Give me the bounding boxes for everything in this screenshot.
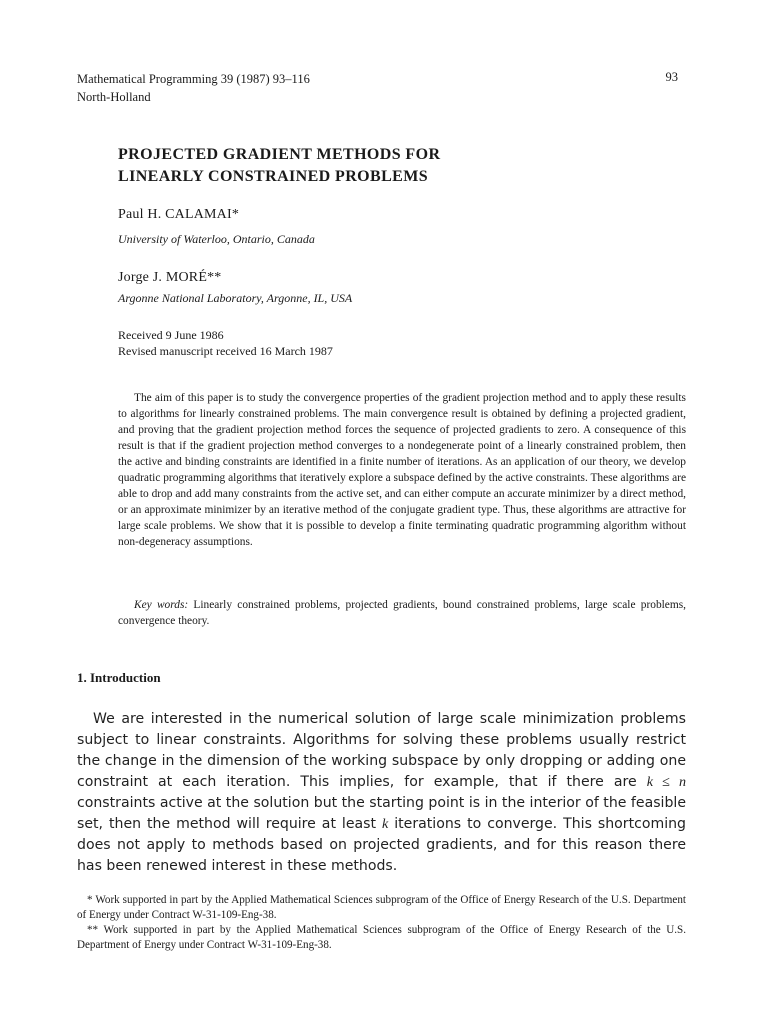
math-inline: k ≤ n: [646, 774, 686, 790]
title-line-2: LINEARLY CONSTRAINED PROBLEMS: [118, 168, 429, 185]
footnotes: [77, 893, 686, 953]
intro-paragraph: [77, 709, 686, 877]
keywords: [118, 597, 686, 629]
journal-line: Mathematical Programming 39 (1987) 93–116: [77, 72, 310, 86]
author-name: Paul H. CALAMAI*: [118, 207, 240, 222]
section-heading: 1. Introduction: [77, 670, 161, 685]
journal-citation: [77, 70, 310, 106]
abstract-text: The aim of this paper is to study the convergence properties of the gradient projection method and to apply these results to algorithms for linearly constrained problems. The main convergence result is obtained by defining a projected gradient, and proving that the gradient projection method forces the sequence of projected gradients to zero. A consequence of this result is that if the gradient projection method converges to a nondegenerate point of a linearly constrained problem, then the active and binding constraints are identified in a finite number of iterations. As an application of our theory, we develop quadratic programming algorithms that iteratively explore a subspace defined by the active constraints. These algorithms are able to drop and add many constraints from the active set, and can either compute an accurate minimizer by a direct method, or an approximate minimizer by an iterative method of the conjugate gradient type. Thus, these algorithms are attractive for large scale problems. We show that it is possible to develop a finite terminating quadratic programming algorithm without non-degeneracy assumptions.: [118, 392, 686, 548]
keywords-text: Linearly constrained problems, projected gradients, bound constrained problems, large scale problems, convergence theory.: [118, 599, 686, 627]
footnote: * Work supported in part by the Applied Mathematical Sciences subprogram of the Office of Energy Research of the U.S. Department of Energy under Contract W-31-109-Eng-38.: [77, 894, 686, 921]
received-date: Received 9 June 1986: [118, 328, 224, 342]
math-inline: k: [382, 816, 389, 832]
intro-text: iterations to converge. This shortcoming does not apply to methods based on projected gradients, and for this reason there has been renewed interest in these methods.: [77, 816, 686, 874]
publisher-line: North-Holland: [77, 90, 151, 104]
page-number: 93: [665, 70, 678, 84]
keywords-label: Key words:: [134, 599, 189, 611]
footnote: ** Work supported in part by the Applied Mathematical Sciences subprogram of the Office of Energy Research of the U.S. Department of Energy under Contract W-31-109-Eng-38.: [77, 924, 686, 951]
author-name: Jorge J. MORÉ**: [118, 270, 222, 285]
paper-title: [118, 144, 678, 188]
intro-text: We are interested in the numerical solution of large scale minimization problems subject to linear constraints. Algorithms for solving these problems usually restrict the change in the dimension of the working subspace by only dropping or adding one constraint at each iteration. This implies, for example, that if there are: [77, 711, 686, 790]
author-affiliation: University of Waterloo, Ontario, Canada: [118, 232, 315, 246]
author-affiliation: Argonne National Laboratory, Argonne, IL, USA: [118, 291, 353, 305]
revised-date: Revised manuscript received 16 March 1987: [118, 344, 333, 358]
intro-text: constraints active at the solution but the starting point is in the interior of the feasible set, then the method will require at least: [77, 795, 686, 832]
title-line-1: PROJECTED GRADIENT METHODS FOR: [118, 146, 441, 163]
abstract: [118, 390, 686, 550]
submission-dates: [118, 327, 333, 359]
